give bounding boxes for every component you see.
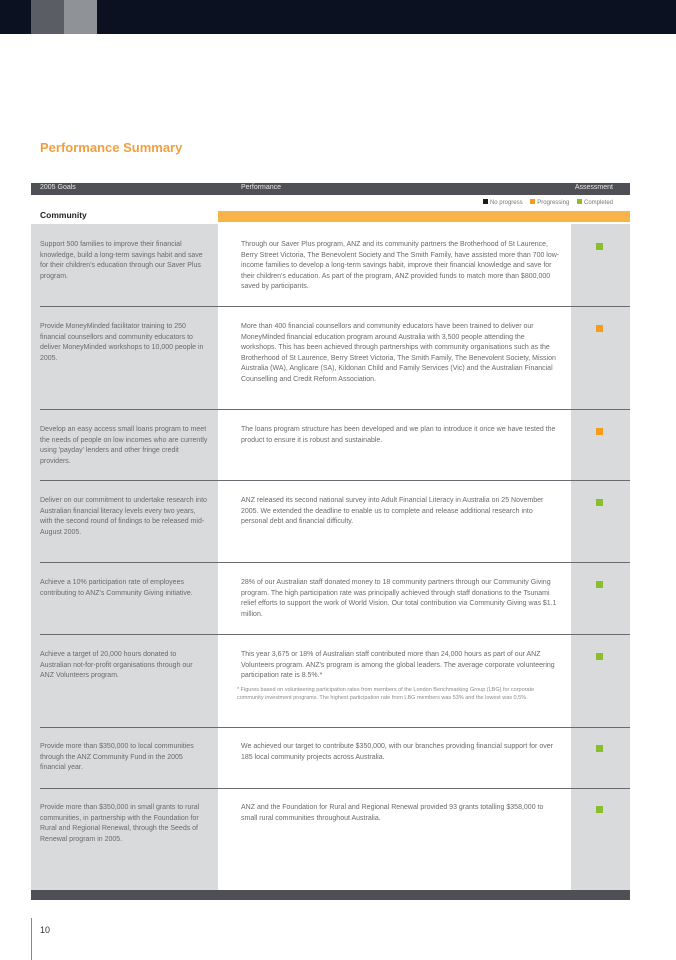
assessment-column-background bbox=[571, 224, 630, 890]
performance-text: 28% of our Australian staff donated money to 18 community partners through our Community Giving program. The high participation rate was principally achieved through staff donations to the Tsunami relief efforts to support the work of World Vision. Our total contribution via Community Giving was $1.1 million. bbox=[241, 579, 557, 618]
status-indicator bbox=[596, 428, 603, 435]
legend-swatch-no-progress bbox=[483, 199, 488, 204]
goal-text: Provide more than $350,000 in small grants to rural communities, in partnership with the Foundation for Rural and Regional Renewal, through the Seeds of Renewal program in 2005. bbox=[40, 804, 200, 843]
page-title: Performance Summary bbox=[40, 140, 183, 155]
status-indicator bbox=[596, 745, 603, 752]
status-indicator bbox=[596, 806, 603, 813]
goal-text: Provide MoneyMinded facilitator training to 250 financial counsellors and community educators to deliver MoneyMinded workshops to 10,000 people in 2005. bbox=[40, 323, 204, 362]
status-indicator bbox=[596, 325, 603, 332]
row-divider bbox=[40, 562, 630, 563]
performance-text: This year 3,675 or 18% of Australian staff contributed more than 24,000 hours as part of our ANZ Volunteers program. ANZ's program is among the global leaders. The average corporate volunteering participation rate is 8.5%.* bbox=[241, 651, 555, 679]
performance-text: More than 400 financial counsellors and community educators have been trained to deliver our MoneyMinded financial education program around Australia with 3,500 people attending the workshops. This has been achieved through partnerships with community organisations such as the Brotherhood of St Laurence, Berry Street Victoria, The Smith Family, The Benevolent Society, Mission Australia (WA), Anglicare (SA), Kildonan Child and Family Services (Vic) and the Australian Financial Counselling and Credit Reform Association. bbox=[241, 323, 556, 383]
row-divider bbox=[40, 788, 630, 789]
performance-text: Through our Saver Plus program, ANZ and its community partners the Brotherhood of St Laurence, Berry Street Victoria, The Benevolent Society and The Smith Family, have assisted more than 700 low-income families to develop a long-term savings habit, improve their financial knowledge and save for their children's education. As part of the program, ANZ provided funds to match more than $800,000 saved by participants. bbox=[241, 241, 560, 290]
header-performance: Performance bbox=[241, 184, 282, 191]
performance-text: We achieved our target to contribute $350,000, with our branches providing financial support for over 185 local community projects across Australia. bbox=[241, 743, 553, 761]
banner-square-light bbox=[64, 0, 97, 34]
goal-text: Deliver on our commitment to undertake research into Australian financial literacy levels every two years, with the second round of findings to be released mid-August 2005. bbox=[40, 497, 207, 536]
page-number-rule bbox=[31, 918, 32, 960]
performance-text: ANZ and the Foundation for Rural and Regional Renewal provided 93 grants totalling $358,000 to small rural communities throughout Australia. bbox=[241, 804, 544, 822]
row-divider bbox=[40, 480, 630, 481]
section-heading: Community bbox=[40, 210, 87, 220]
section-accent-bar bbox=[218, 211, 630, 222]
assessment-legend bbox=[477, 199, 613, 206]
footnote-text: * Figures based on volunteering participation rates from members of the London Benchmarking Group (LBG) for corporate community investment programs. The highest participation rate from LBG members was 53% and the lowest was 0.5%. bbox=[237, 687, 535, 701]
status-indicator bbox=[596, 499, 603, 506]
goal-text: Support 500 families to improve their financial knowledge, build a long-term savings habit and save for their children's education through our Saver Plus program. bbox=[40, 241, 203, 280]
legend-label-no-progress: No progress bbox=[489, 200, 523, 206]
goal-text: Achieve a 10% participation rate of employees contributing to ANZ's Community Giving initiative. bbox=[40, 579, 193, 597]
goal-text: Provide more than $350,000 to local communities through the ANZ Community Fund in the 2005 financial year. bbox=[40, 743, 194, 771]
status-indicator bbox=[596, 243, 603, 250]
status-indicator bbox=[596, 653, 603, 660]
legend-label-progressing: Progressing bbox=[537, 200, 570, 206]
top-banner bbox=[0, 0, 676, 34]
goal-text: Develop an easy access small loans program to meet the needs of people on low incomes who are currently using 'payday' lenders and other fringe credit providers. bbox=[40, 426, 208, 465]
row-divider bbox=[40, 409, 630, 410]
header-assessment: Assessment bbox=[574, 184, 613, 191]
row-divider bbox=[40, 634, 630, 635]
legend-swatch-completed bbox=[577, 199, 582, 204]
performance-text: The loans program structure has been developed and we plan to introduce it once we have tested the product to ensure it is robust and sustainable. bbox=[241, 426, 556, 444]
legend-swatch-progressing bbox=[530, 199, 535, 204]
header-goals: 2005 Goals bbox=[40, 184, 76, 191]
table-footer-bar bbox=[31, 890, 630, 900]
page-number: 10 bbox=[40, 925, 51, 935]
banner-square-dark bbox=[31, 0, 64, 34]
legend-label-completed: Completed bbox=[583, 200, 613, 206]
row-divider bbox=[40, 727, 630, 728]
status-indicator bbox=[596, 581, 603, 588]
performance-text: ANZ released its second national survey into Adult Financial Literacy in Australia on 25 November 2005. We extended the deadline to enable us to complete and release additional research into personal debt and financial difficulty. bbox=[241, 497, 544, 525]
goal-text: Achieve a target of 20,000 hours donated to Australian not-for-profit organisations through our ANZ Volunteers program. bbox=[40, 651, 193, 679]
table-header bbox=[31, 183, 630, 195]
row-divider bbox=[40, 306, 630, 307]
